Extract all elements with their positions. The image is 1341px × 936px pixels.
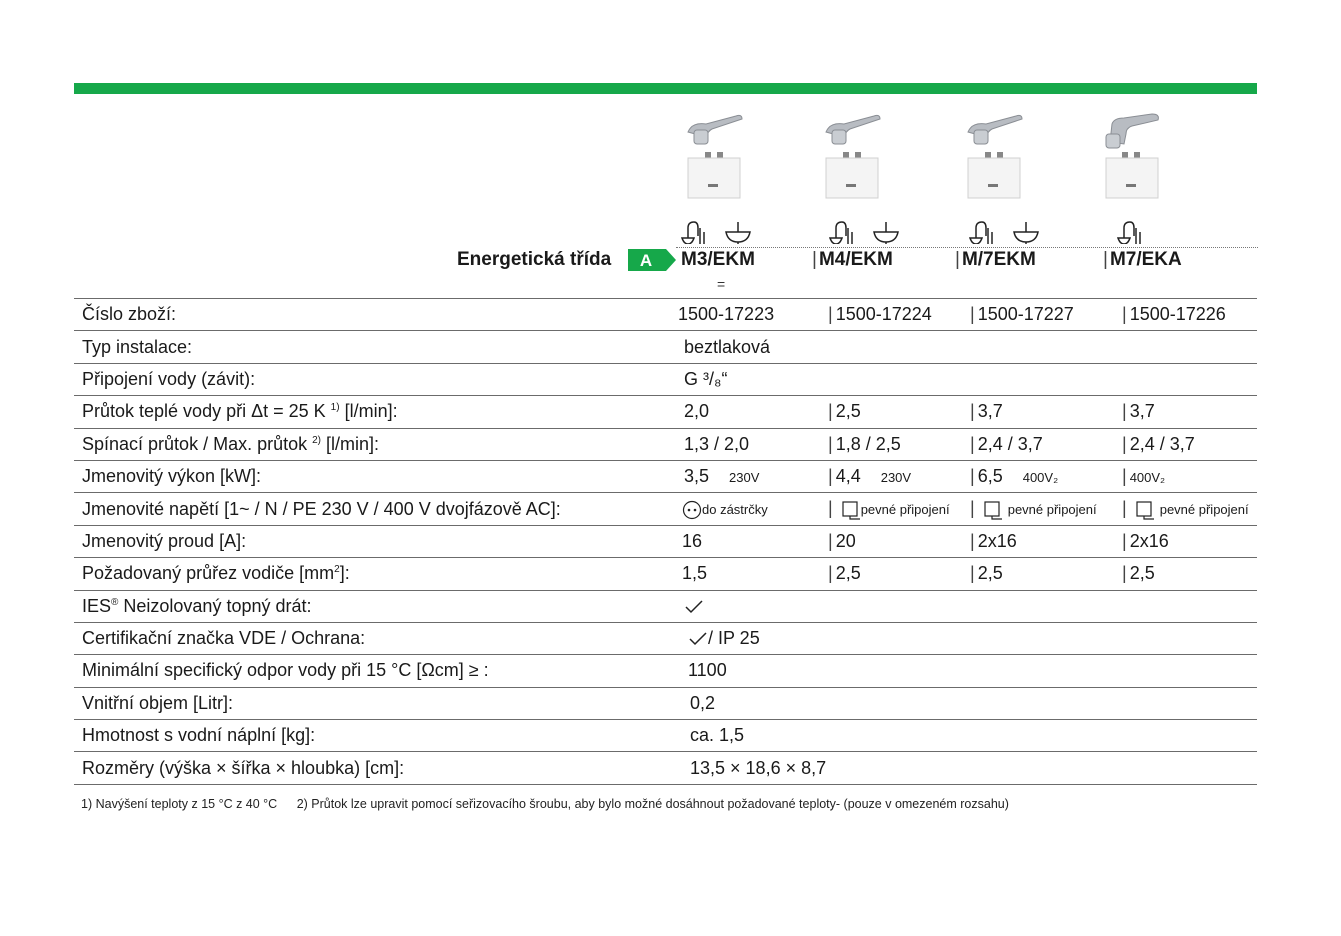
cell-m3ekm: 3,5 230V [678,460,828,492]
cell-m3ekm: 0,2 [678,687,828,719]
table-row [74,720,1257,752]
row-label: Jmenovité napětí [1~ / N / PE 230 V / 400 V dvojfázově AC]: [74,493,678,525]
cell-m4ekm: | 4,4 230V [828,460,970,492]
table-row [74,622,1257,654]
cell-m7ekm: | pevné připojení [970,493,1122,525]
cell-m4ekm: | pevné připojení [828,493,970,525]
row-label: Požadovaný průřez vodiče $[mm^2]$: [74,558,678,590]
footnotes [81,797,1025,811]
product-image-m7ekm [960,112,1040,204]
cell-m4ekm: | 2,5 [828,396,970,428]
check-icon [688,628,708,648]
cell-m4ekm: | 1500-17224 [828,299,970,331]
cell-m7eka: | 2,5 [1122,558,1257,590]
table-row [74,655,1257,687]
table-row [74,687,1257,719]
row-label: Typ instalace: [74,331,678,363]
cell-m3ekm: 2,0 [678,396,828,428]
table-row [74,493,1257,525]
table-row [74,363,1257,395]
row-label: Certifikační značka VDE / Ochrana: [74,622,678,654]
cell-m3ekm: 1500-17223 [678,299,828,331]
row-label: IES® Neizolovaný topný drát: [74,590,678,622]
socket-icon [682,499,702,520]
usage-icons-m7eka [1114,216,1144,246]
cell-m3ekm [678,590,828,622]
row-label: Průtok teplé vody při Δt = 25 K $^{1)}$ [l/min]: [74,396,678,428]
usage-icons-m7ekm [966,216,1046,246]
row-label: Spínací průtok / Max. průtok $^{2)}$ [l/min]: [74,428,678,460]
table-row [74,331,1257,363]
table-row [74,396,1257,428]
usage-icons-m3ekm [678,216,758,246]
row-label: Číslo zboží: [74,299,678,331]
fixed-connection-icon [1135,499,1155,520]
dotted-divider [676,247,1258,248]
energy-class-label: Energetická třída [457,249,612,270]
sink-faucet-icon [678,216,758,244]
table-row [74,590,1257,622]
table-row [74,299,1257,331]
cell-m7ekm: | 6,5 400V₂ [970,460,1122,492]
product-image-m7eka [1100,112,1180,204]
sink-faucet-icon [966,216,1046,244]
cell-m3ekm: 1100 [678,655,828,687]
cell-m7ekm: | 2x16 [970,525,1122,557]
cell-m3ekm: / IP 25 [678,622,828,654]
row-label: Připojení vody (závit): [74,363,678,395]
cell-m3ekm: 1,3 / 2,0 [678,428,828,460]
model-m3ekm: M3/EKM [681,249,755,270]
equals-sign: = [717,276,726,292]
cell-m3ekm: ca. 1,5 [678,720,828,752]
model-m7ekm: | M/7EKM [955,249,1036,270]
table-row [74,752,1257,784]
cell-m7eka: | pevné připojení [1122,493,1257,525]
cell-m7ekm: | 1500-17227 [970,299,1122,331]
table-row [74,525,1257,557]
cell-m3ekm: G ³/₈“ [678,363,828,395]
energy-class-letter: A [639,251,653,270]
check-icon [684,596,704,616]
cell-m7eka: | 3,7 [1122,396,1257,428]
cell-m7eka: | 2x16 [1122,525,1257,557]
footnote-2: 2) Průtok lze upravit pomocí seřizovacího šroubu, aby bylo možné dosáhnout požadované teploty- (pouze v omezeném rozsahu) [296,797,1009,811]
row-label: Rozměry (výška × šířka × hloubka) [cm]: [74,752,678,784]
fixed-connection-icon [841,499,861,520]
sink-faucet-icon [826,216,906,244]
cell-m7eka: | 400V₂ [1122,460,1257,492]
cell-m3ekm: 13,5 × 18,6 × 8,7 [678,752,828,784]
model-m7eka: | M7/EKA [1103,249,1182,270]
table-row [74,558,1257,590]
cell-m3ekm: do zástrčky [678,493,828,525]
footnote-1: 1) Navýšení teploty z 15 °C z 40 °C [81,797,278,811]
table-row [74,428,1257,460]
brand-bar [74,83,1257,94]
cell-m7eka: | 2,4 / 3,7 [1122,428,1257,460]
cell-m4ekm: | 1,8 / 2,5 [828,428,970,460]
cell-m7ekm: | 2,4 / 3,7 [970,428,1122,460]
model-m4ekm: | M4/EKM [812,249,893,270]
product-image-m3ekm [680,112,760,204]
row-label: Minimální specifický odpor vody při 15 °C [Ωcm] ≥ : [74,655,678,687]
row-label: Jmenovitý proud [A]: [74,525,678,557]
row-label: Vnitřní objem [Litr]: [74,687,678,719]
table-row [74,460,1257,492]
cell-m3ekm: beztlaková [678,331,828,363]
faucet-icon [1114,216,1144,244]
cell-m3ekm: 16 [678,525,828,557]
cell-m7ekm: | 3,7 [970,396,1122,428]
row-label: Hmotnost s vodní náplní [kg]: [74,720,678,752]
spec-table [74,298,1257,785]
cell-m7ekm: | 2,5 [970,558,1122,590]
product-image-m4ekm [818,112,898,204]
cell-m4ekm: | 2,5 [828,558,970,590]
energy-class-badge [628,249,676,271]
row-label: Jmenovitý výkon [kW]: [74,460,678,492]
cell-m3ekm: 1,5 [678,558,828,590]
usage-icons-m4ekm [826,216,906,246]
fixed-connection-icon [983,499,1003,520]
cell-m7eka: | 1500-17226 [1122,299,1257,331]
cell-m4ekm: | 20 [828,525,970,557]
